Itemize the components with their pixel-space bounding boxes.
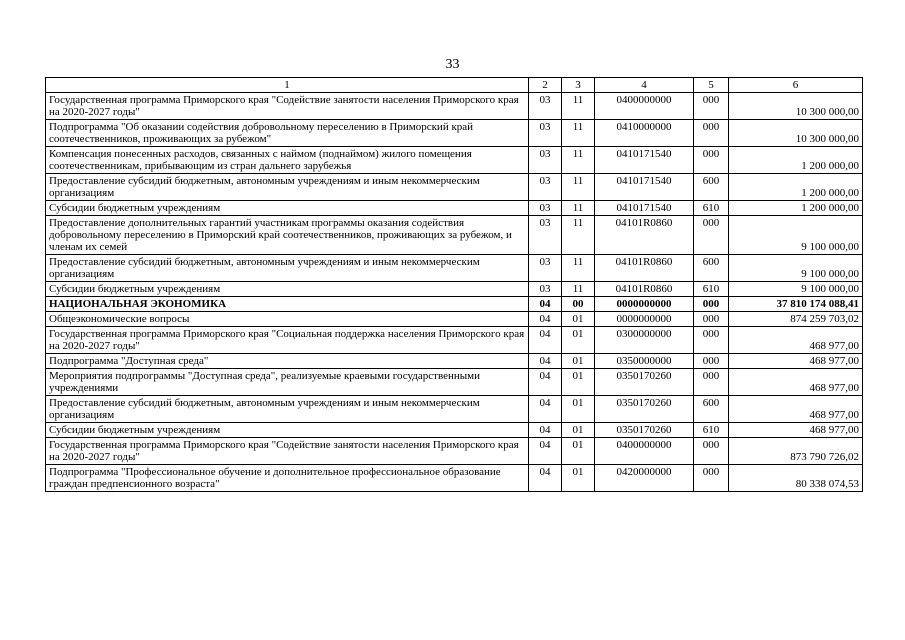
- expense-type-code-cell: 000: [694, 297, 729, 312]
- target-article-code-cell: 0350170260: [595, 423, 694, 438]
- amount-cell: 468 977,00: [729, 354, 863, 369]
- table-row: [46, 174, 863, 201]
- target-article-code-cell: 0410000000: [595, 120, 694, 147]
- amount-cell: 468 977,00: [729, 396, 863, 423]
- item-name-cell: Подпрограмма "Профессиональное обучение и дополнительное профессиональное образование граждан предпенсионного возраста": [46, 465, 529, 492]
- section-code-cell: 04: [529, 465, 562, 492]
- target-article-code-cell: 0000000000: [595, 297, 694, 312]
- target-article-code-cell: 0410171540: [595, 147, 694, 174]
- section-code-cell: 03: [529, 147, 562, 174]
- expense-type-code-cell: 610: [694, 423, 729, 438]
- subsection-code-cell: 11: [562, 120, 595, 147]
- item-name-cell: Государственная программа Приморского края "Содействие занятости населения Приморского края на 2020-2027 годы": [46, 93, 529, 120]
- page-number: 33: [445, 57, 460, 72]
- section-code-cell: 04: [529, 438, 562, 465]
- column-header-4: 4: [595, 78, 694, 93]
- column-header-3: 3: [562, 78, 595, 93]
- amount-cell: 9 100 000,00: [729, 216, 863, 255]
- expense-type-code-cell: 610: [694, 201, 729, 216]
- table-row: [46, 438, 863, 465]
- table-row: [46, 327, 863, 354]
- expense-type-code-cell: 000: [694, 369, 729, 396]
- item-name-cell: Государственная программа Приморского края "Содействие занятости населения Приморского края на 2020-2027 годы": [46, 438, 529, 465]
- section-code-cell: 04: [529, 423, 562, 438]
- table-row: [46, 201, 863, 216]
- section-code-cell: 04: [529, 327, 562, 354]
- table-row: [46, 465, 863, 492]
- item-name-cell: Предоставление субсидий бюджетным, автономным учреждениям и иным некоммерческим организациям: [46, 174, 529, 201]
- table-row: [46, 282, 863, 297]
- table-row: [46, 423, 863, 438]
- section-code-cell: 03: [529, 216, 562, 255]
- expense-type-code-cell: 000: [694, 120, 729, 147]
- target-article-code-cell: 04101R0860: [595, 216, 694, 255]
- item-name-cell: Субсидии бюджетным учреждениям: [46, 282, 529, 297]
- amount-cell: 1 200 000,00: [729, 201, 863, 216]
- expense-type-code-cell: 000: [694, 312, 729, 327]
- subsection-code-cell: 11: [562, 255, 595, 282]
- section-code-cell: 03: [529, 93, 562, 120]
- item-name-cell: НАЦИОНАЛЬНАЯ ЭКОНОМИКА: [46, 297, 529, 312]
- section-code-cell: 04: [529, 354, 562, 369]
- target-article-code-cell: 0350170260: [595, 396, 694, 423]
- table-row: [46, 120, 863, 147]
- target-article-code-cell: 0300000000: [595, 327, 694, 354]
- item-name-cell: Субсидии бюджетным учреждениям: [46, 201, 529, 216]
- table-row: [46, 255, 863, 282]
- subsection-code-cell: 01: [562, 396, 595, 423]
- target-article-code-cell: 0000000000: [595, 312, 694, 327]
- table-row: [46, 312, 863, 327]
- target-article-code-cell: 0410171540: [595, 174, 694, 201]
- amount-cell: 10 300 000,00: [729, 120, 863, 147]
- target-article-code-cell: 0410171540: [595, 201, 694, 216]
- target-article-code-cell: 04101R0860: [595, 255, 694, 282]
- section-code-cell: 04: [529, 396, 562, 423]
- item-name-cell: Предоставление субсидий бюджетным, автономным учреждениям и иным некоммерческим организациям: [46, 396, 529, 423]
- section-code-cell: 03: [529, 174, 562, 201]
- column-header-2: 2: [529, 78, 562, 93]
- section-code-cell: 04: [529, 369, 562, 396]
- column-header-5: 5: [694, 78, 729, 93]
- subsection-code-cell: 01: [562, 465, 595, 492]
- subsection-code-cell: 00: [562, 297, 595, 312]
- amount-cell: 468 977,00: [729, 423, 863, 438]
- subsection-code-cell: 01: [562, 369, 595, 396]
- amount-cell: 874 259 703,02: [729, 312, 863, 327]
- expense-type-code-cell: 600: [694, 255, 729, 282]
- table-row: [46, 216, 863, 255]
- expense-type-code-cell: 000: [694, 354, 729, 369]
- item-name-cell: Подпрограмма "Доступная среда": [46, 354, 529, 369]
- expense-type-code-cell: 000: [694, 327, 729, 354]
- expense-type-code-cell: 000: [694, 216, 729, 255]
- table-row: [46, 297, 863, 312]
- amount-cell: 468 977,00: [729, 327, 863, 354]
- header-row: [46, 78, 863, 93]
- target-article-code-cell: 0420000000: [595, 465, 694, 492]
- expense-type-code-cell: 000: [694, 147, 729, 174]
- section-code-cell: 03: [529, 120, 562, 147]
- item-name-cell: Мероприятия подпрограммы "Доступная среда", реализуемые краевыми государственными учреждениями: [46, 369, 529, 396]
- target-article-code-cell: 0400000000: [595, 438, 694, 465]
- subsection-code-cell: 11: [562, 93, 595, 120]
- column-header-1: 1: [46, 78, 529, 93]
- subsection-code-cell: 11: [562, 282, 595, 297]
- amount-cell: 1 200 000,00: [729, 147, 863, 174]
- table-row: [46, 396, 863, 423]
- column-header-6: 6: [729, 78, 863, 93]
- section-code-cell: 03: [529, 201, 562, 216]
- target-article-code-cell: 0350170260: [595, 369, 694, 396]
- item-name-cell: Подпрограмма "Об оказании содействия добровольному переселению в Приморский край соотечественников, проживающих за рубежом": [46, 120, 529, 147]
- subsection-code-cell: 11: [562, 147, 595, 174]
- amount-cell: 9 100 000,00: [729, 255, 863, 282]
- table-body: [46, 78, 863, 492]
- target-article-code-cell: 0350000000: [595, 354, 694, 369]
- subsection-code-cell: 11: [562, 216, 595, 255]
- amount-cell: 9 100 000,00: [729, 282, 863, 297]
- table-row: [46, 354, 863, 369]
- target-article-code-cell: 0400000000: [595, 93, 694, 120]
- expense-type-code-cell: 000: [694, 465, 729, 492]
- item-name-cell: Субсидии бюджетным учреждениям: [46, 423, 529, 438]
- table-row: [46, 369, 863, 396]
- item-name-cell: Предоставление субсидий бюджетным, автономным учреждениям и иным некоммерческим организациям: [46, 255, 529, 282]
- expense-type-code-cell: 600: [694, 396, 729, 423]
- subsection-code-cell: 01: [562, 438, 595, 465]
- section-code-cell: 03: [529, 255, 562, 282]
- table-row: [46, 147, 863, 174]
- subsection-code-cell: 01: [562, 327, 595, 354]
- section-code-cell: 03: [529, 282, 562, 297]
- expense-type-code-cell: 000: [694, 93, 729, 120]
- amount-cell: 80 338 074,53: [729, 465, 863, 492]
- amount-cell: 10 300 000,00: [729, 93, 863, 120]
- section-code-cell: 04: [529, 297, 562, 312]
- budget-table: [45, 77, 863, 492]
- subsection-code-cell: 01: [562, 354, 595, 369]
- amount-cell: 873 790 726,02: [729, 438, 863, 465]
- expense-type-code-cell: 000: [694, 438, 729, 465]
- amount-cell: 468 977,00: [729, 369, 863, 396]
- subsection-code-cell: 01: [562, 423, 595, 438]
- subsection-code-cell: 11: [562, 174, 595, 201]
- table-row: [46, 93, 863, 120]
- expense-type-code-cell: 600: [694, 174, 729, 201]
- item-name-cell: Компенсация понесенных расходов, связанных с наймом (поднаймом) жилого помещения соотечественникам, прибывающим из стран дальнего зарубежья: [46, 147, 529, 174]
- section-code-cell: 04: [529, 312, 562, 327]
- expense-type-code-cell: 610: [694, 282, 729, 297]
- item-name-cell: Государственная программа Приморского края "Социальная поддержка населения Приморского края на 2020-2027 годы": [46, 327, 529, 354]
- item-name-cell: Предоставление дополнительных гарантий участникам программы оказания содействия добровольному переселению в Приморский край соотечественников, проживающих за рубежом, и членам их семей: [46, 216, 529, 255]
- subsection-code-cell: 01: [562, 312, 595, 327]
- subsection-code-cell: 11: [562, 201, 595, 216]
- target-article-code-cell: 04101R0860: [595, 282, 694, 297]
- item-name-cell: Общеэкономические вопросы: [46, 312, 529, 327]
- amount-cell: 1 200 000,00: [729, 174, 863, 201]
- amount-cell: 37 810 174 088,41: [729, 297, 863, 312]
